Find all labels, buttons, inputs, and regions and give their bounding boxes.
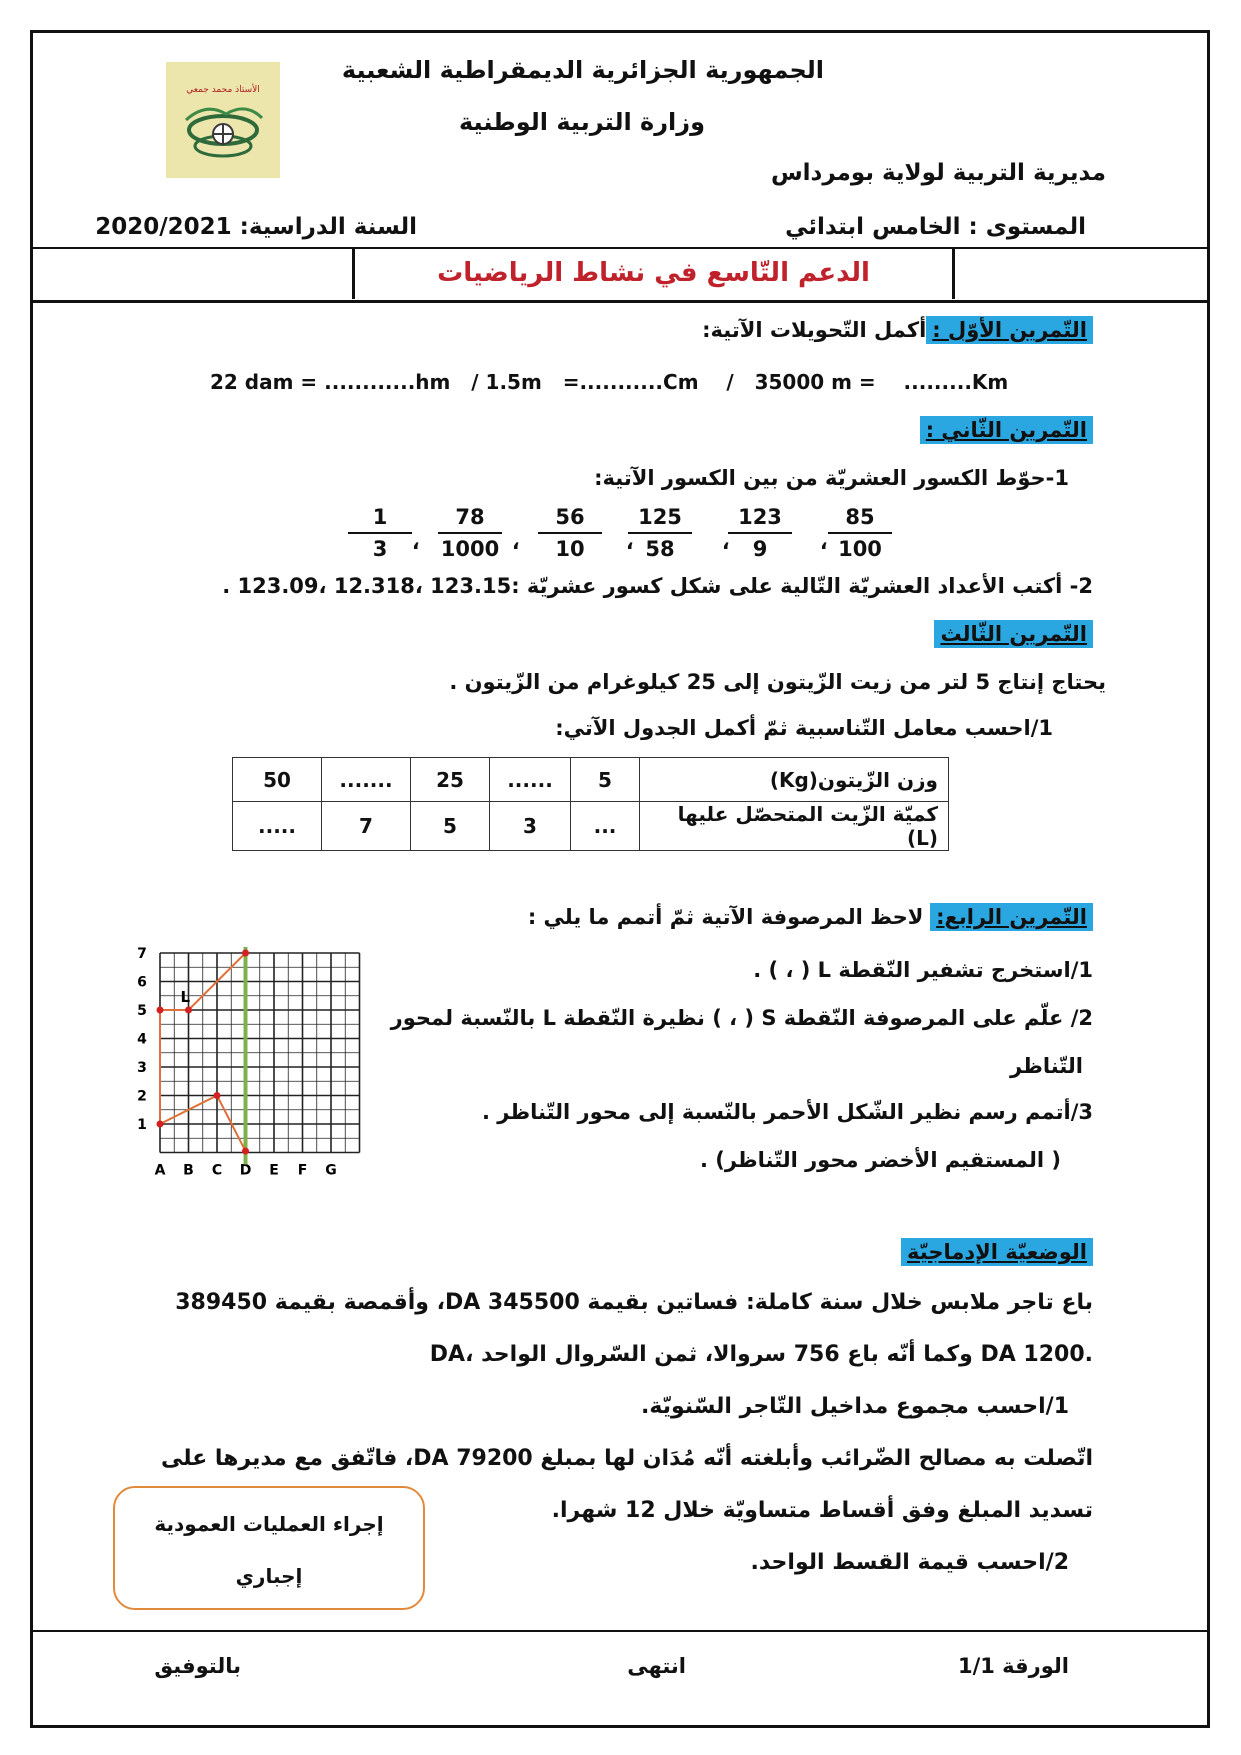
x-axis-label: F: [297, 1162, 308, 1179]
fraction-separator: ،: [722, 530, 730, 554]
table-row: [233, 758, 949, 802]
table-row-label: وزن الزّيتون(Kg): [640, 758, 949, 802]
table-cell: .......: [322, 758, 411, 802]
ex5-paragraph1-line1: باع تاجر ملابس خلال سنة كاملة: فساتين بقيمة DA 345500، وأقمصة بقيمة 389450: [175, 1290, 1093, 1315]
x-axis-label: A: [154, 1162, 166, 1179]
ex5-q2: 2/احسب قيمة القسط الواحد.: [750, 1550, 1069, 1575]
title-divider: [33, 300, 1207, 303]
ex2-heading: [920, 418, 1093, 442]
y-axis-label: 3: [137, 1060, 147, 1076]
x-axis-label: B: [183, 1162, 194, 1179]
ex5-paragraph2-line1: اتّصلت به مصالح الضّرائب وأبلغته أنّه مُدَان لها بمبلغ DA 79200، فاتّفق مع مديرها على: [160, 1446, 1093, 1471]
shape-point: [242, 950, 249, 957]
table-cell: 5: [411, 802, 490, 851]
ex3-statement: يحتاج إنتاج 5 لتر من زيت الزّيتون إلى 25 كيلوغرام من الزّيتون .: [449, 670, 1106, 694]
note-box-line1: إجراء العمليات العمودية: [154, 1512, 384, 1536]
ex3-q1: 1/احسب معامل التّناسبية ثمّ أكمل الجدول الآتي:: [555, 716, 1053, 740]
logo: [166, 62, 280, 178]
end-label: انتهى: [627, 1654, 686, 1678]
note-box: [113, 1486, 425, 1610]
ex2-q2: 2- أكتب الأعداد العشريّة التّالية على شكل كسور عشريّة :123.15 ،12.318 ،123.09 .: [222, 574, 1093, 598]
y-axis-label: 2: [137, 1088, 147, 1105]
fraction-numerator: 56: [538, 502, 602, 534]
ex4-q3: 3/أتمم رسم نظير الشّكل الأحمر بالنّسبة إلى محور التّناظر .: [482, 1100, 1093, 1124]
note-box-line2: إجباري: [235, 1564, 303, 1588]
ministry-heading: وزارة التربية الوطنية: [458, 108, 705, 136]
fraction-denominator: 1000: [440, 537, 500, 561]
ex1-conversions: 22 dam = ............hm / 1.5m =...........Cm / 35000 m = .........Km: [210, 370, 1009, 394]
ex4-instruction: لاحظ المرصوفة الآتية ثمّ أتمم ما يلي :: [527, 905, 924, 929]
y-axis-label: 7: [137, 946, 147, 962]
ex5-paragraph2-line2: تسديد المبلغ وفق أقساط متساويّة خلال 12 شهرا.: [551, 1498, 1093, 1523]
ex1-heading: [702, 318, 1093, 342]
fraction-numerator: 85: [828, 502, 892, 534]
ex4-heading: [528, 905, 1093, 929]
fraction-separator: ،: [820, 530, 828, 554]
y-axis-label: 1: [137, 1117, 147, 1133]
header-divider: [33, 247, 1207, 249]
fraction-numerator: 78: [438, 502, 502, 534]
logo-emblem-icon: [166, 62, 280, 178]
ex5-title: الوضعيّة الإدماجيّة: [901, 1238, 1093, 1266]
table-row-label: كميّة الزّيت المتحصّل عليها (L): [640, 802, 949, 851]
shape-point: [242, 1148, 249, 1155]
fraction-denominator: 9: [752, 537, 768, 561]
shape-point: [157, 1007, 164, 1014]
directorate-heading: مديرية التربية لولاية بومرداس: [770, 160, 1106, 186]
ex5-q1: 1/احسب مجموع مداخيل التّاجر السّنويّة.: [641, 1394, 1069, 1419]
table-cell: 3: [490, 802, 571, 851]
fraction-separator: ،: [626, 530, 634, 554]
fraction-numerator: 1: [348, 502, 412, 534]
ex1-instruction: أكمل التّحويلات الآتية:: [702, 318, 927, 342]
x-axis-label: C: [211, 1162, 223, 1179]
olive-table: [232, 757, 949, 851]
fraction-separator: ،: [512, 530, 520, 554]
ex2-title: التّمرين الثّاني :: [920, 416, 1093, 444]
fraction-denominator: 58: [645, 537, 675, 561]
table-cell: ......: [490, 758, 571, 802]
y-axis-label: 6: [137, 974, 147, 991]
level-label: المستوى : الخامس ابتدائي: [785, 214, 1086, 240]
x-axis-label: G: [325, 1162, 337, 1179]
fraction-denominator: 100: [838, 537, 882, 561]
fraction: [348, 502, 412, 564]
ex4-q3-note: ( المستقيم الأخضر محور التّناظر) .: [699, 1148, 1061, 1172]
y-axis-label: 5: [137, 1003, 147, 1019]
table-cell: 7: [322, 802, 411, 851]
y-axis-label: 4: [137, 1031, 147, 1048]
shape-point: [185, 1007, 192, 1014]
ex3-heading: [934, 622, 1093, 646]
logo-text: الأستاذ محمد جمعي: [186, 85, 260, 95]
fraction-numerator: 123: [728, 502, 792, 534]
ex4-q2: 2/ علّم على المرصوفة النّقطة S ( ، ) نظيرة النّقطة L بالنّسبة لمحور: [390, 1006, 1093, 1030]
fraction: [538, 502, 602, 564]
ex4-title: التّمرين الرابع:: [930, 903, 1093, 931]
ex5-paragraph1-line2: DA، وكما أنّه باع 756 سروالا، ثمن السّروال الواحد DA 1200.: [429, 1342, 1093, 1367]
table-cell: 5: [571, 758, 640, 802]
coordinate-grid: [120, 945, 370, 1185]
ex2-q1: 1-حوّط الكسور العشريّة من بين الكسور الآتية:: [594, 466, 1069, 490]
ex3-title: التّمرين الثّالث: [934, 620, 1093, 648]
fraction: [828, 502, 892, 564]
ex1-title: التّمرين الأوّل :: [926, 316, 1093, 344]
fraction-separator: ،: [412, 530, 420, 554]
fraction: [728, 502, 792, 564]
point-l-label: L: [180, 988, 191, 1006]
fraction-denominator: 10: [555, 537, 585, 561]
shape-point: [157, 1121, 164, 1128]
footer-divider: [33, 1630, 1207, 1632]
table-cell: 50: [233, 758, 322, 802]
fraction-numerator: 125: [628, 502, 692, 534]
page-number: الورقة 1/1: [957, 1654, 1069, 1678]
table-cell: ...: [571, 802, 640, 851]
table-cell: .....: [233, 802, 322, 851]
ex4-q1: 1/استخرج تشفير النّقطة L ( ، ) .: [753, 958, 1093, 982]
x-axis-label: D: [239, 1162, 252, 1179]
shape-point: [214, 1092, 221, 1099]
fraction: [628, 502, 692, 564]
school-year-label: السنة الدراسية: 2020/2021: [95, 214, 417, 240]
good-luck-label: بالتوفيق: [154, 1654, 241, 1678]
table-row: [233, 802, 949, 851]
republic-heading: الجمهورية الجزائرية الديمقراطية الشعبية: [341, 56, 824, 84]
fraction-denominator: 3: [372, 537, 388, 561]
ex4-q2-continued: التّناظر: [1010, 1054, 1083, 1078]
table-cell: 25: [411, 758, 490, 802]
worksheet-title: الدعم التّاسع في نشاط الرياضيات: [437, 258, 870, 288]
x-axis-label: E: [269, 1162, 279, 1179]
fraction: [438, 502, 502, 564]
ex5-heading: [901, 1240, 1093, 1264]
